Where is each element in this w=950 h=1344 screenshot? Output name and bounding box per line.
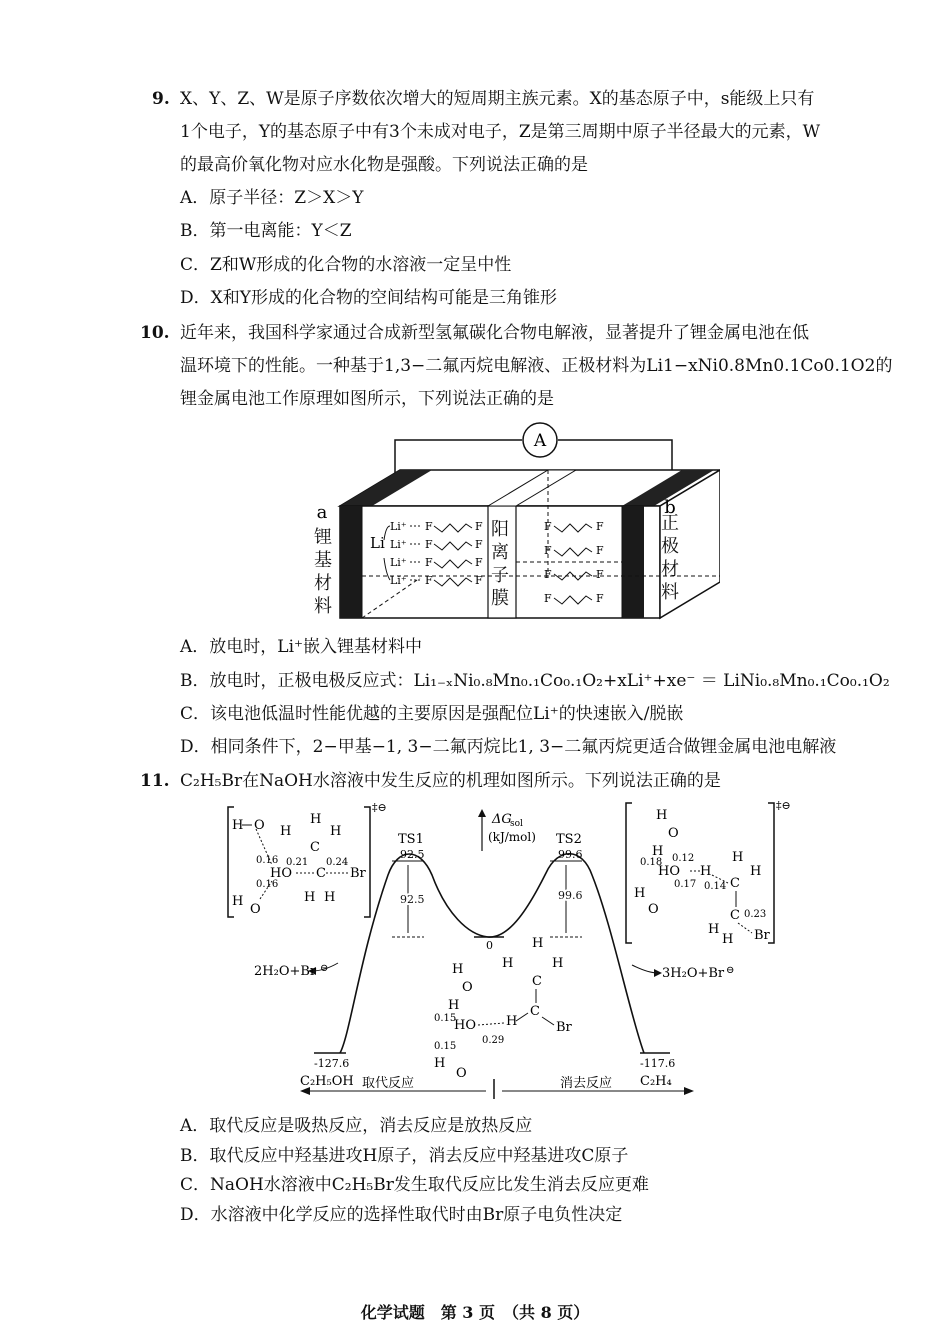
svg-text:Br: Br	[754, 928, 770, 943]
svg-text:0.23: 0.23	[744, 909, 767, 920]
energy-profile-diagram	[220, 795, 800, 1100]
q11-option-b[interactable]: B．取代反应中羟基进攻H原子，消去反应中羟基进攻C原子	[180, 1146, 629, 1166]
svg-text:F: F	[596, 544, 604, 557]
svg-text:C: C	[730, 876, 740, 891]
svg-text:O: O	[648, 902, 659, 917]
svg-text:0.18: 0.18	[640, 857, 663, 868]
svg-text:0.15: 0.15	[434, 1013, 457, 1024]
svg-text:O: O	[668, 826, 679, 841]
q11-option-a[interactable]: A．取代反应是吸热反应，消去反应是放热反应	[180, 1116, 533, 1136]
svg-text:H: H	[232, 894, 244, 909]
svg-text:O: O	[462, 980, 473, 995]
q9-stem-line-2: 1个电子，Y的基态原子中有3个未成对电子，Z是第三周期中原子半径最大的元素，W	[180, 122, 821, 142]
svg-text:Br: Br	[556, 1020, 572, 1035]
svg-text:0.16: 0.16	[256, 879, 279, 890]
svg-text:F: F	[596, 592, 604, 605]
svg-text:F: F	[425, 574, 433, 587]
svg-text:F: F	[596, 520, 604, 533]
svg-text:H: H	[232, 818, 244, 833]
svg-text:HO: HO	[454, 1018, 476, 1033]
elimination-energy: -117.6	[640, 1057, 676, 1070]
svg-text:HO: HO	[658, 864, 680, 879]
svg-text:F: F	[475, 574, 483, 587]
svg-text:O: O	[456, 1066, 467, 1081]
energy-curve	[340, 854, 644, 1053]
svg-text:O: O	[254, 818, 265, 833]
ts2-label: TS2	[556, 832, 582, 847]
q9-number: 9.	[152, 89, 170, 109]
q10-option-c[interactable]: C．该电池低温时性能优越的主要原因是强配位Li⁺的快速嵌入/脱嵌	[180, 704, 684, 724]
elimination-products: 3H₂O+Br	[662, 966, 725, 981]
svg-text:F: F	[544, 520, 552, 533]
svg-text:Li⁺: Li⁺	[390, 538, 407, 551]
svg-text:Li⁺: Li⁺	[390, 556, 407, 569]
q10-number: 10.	[140, 323, 170, 343]
q9-option-d[interactable]: D．X和Y形成的化合物的空间结构可能是三角锥形	[180, 288, 557, 308]
elimination-product-species: C₂H₄	[640, 1074, 672, 1089]
svg-text:H: H	[656, 808, 668, 823]
svg-text:H: H	[324, 890, 336, 905]
svg-text:0.21: 0.21	[286, 857, 309, 868]
svg-text:F: F	[596, 568, 604, 581]
substitution-product-species: C₂H₅OH	[300, 1074, 354, 1089]
svg-text:F: F	[544, 544, 552, 557]
q10-stem-line-1: 近年来，我国科学家通过合成新型氢氟碳化合物电解液，显著提升了锂金属电池在低	[180, 323, 809, 343]
svg-text:C: C	[310, 840, 320, 855]
svg-text:‡⊖: ‡⊖	[776, 799, 791, 812]
q11-option-c[interactable]: C．NaOH水溶液中C₂H₅Br发生取代反应比发生消去反应更难	[180, 1175, 649, 1195]
q11-option-d[interactable]: D．水溶液中化学反应的选择性取代时由Br原子电负性决定	[180, 1205, 623, 1225]
intermediate-structure	[434, 936, 573, 1081]
q9-stem-line-3: 的最高价氧化物对应水化物是强酸。下列说法正确的是	[180, 155, 588, 175]
cathode-name: 正极材料	[661, 513, 679, 603]
svg-text:C: C	[532, 974, 542, 989]
anode-label	[317, 502, 328, 523]
q10-option-d[interactable]: D．相同条件下，2−甲基−1, 3−二氟丙烷比1, 3−二氟丙烷更适合做锂金属电池电解液	[180, 737, 837, 757]
svg-text:F: F	[475, 538, 483, 551]
anode-name: 锂基材料	[314, 527, 332, 617]
svg-text:C: C	[316, 866, 326, 881]
q10-option-b[interactable]: B．放电时，正极电极反应式：Li₁₋ₓNi₀.₈Mn₀.₁Co₀.₁O₂+xLi⁺+xe⁻ ＝ LiNi₀.₈Mn₀.₁Co₀.₁O₂	[180, 671, 890, 691]
svg-text:‡⊖: ‡⊖	[372, 801, 387, 814]
svg-text:Br: Br	[350, 866, 366, 881]
svg-text:0.14: 0.14	[704, 881, 727, 892]
svg-text:H: H	[304, 890, 316, 905]
substitution-energy: -127.6	[314, 1057, 350, 1070]
svg-text:H: H	[452, 962, 464, 977]
page-footer: 化学试题 第 3 页 （共 8 页）	[360, 1303, 590, 1322]
svg-text:H: H	[708, 922, 720, 937]
ts1-structure	[232, 812, 367, 917]
svg-text:C: C	[730, 908, 740, 923]
svg-text:F: F	[425, 538, 433, 551]
ammeter-label: A	[533, 431, 547, 451]
svg-text:H: H	[506, 1014, 518, 1029]
ts2-structure	[634, 808, 771, 947]
svg-text:F: F	[475, 520, 483, 533]
svg-text:H: H	[280, 824, 292, 839]
svg-text:HO: HO	[270, 866, 292, 881]
svg-text:H: H	[732, 850, 744, 865]
svg-text:H: H	[552, 956, 564, 971]
ts1-barrier: 92.5	[400, 893, 425, 906]
svg-text:O: O	[250, 902, 261, 917]
svg-text:⊖: ⊖	[726, 965, 735, 976]
ts2-barrier: 99.6	[558, 889, 583, 902]
svg-text:H: H	[310, 812, 322, 827]
q10-option-a[interactable]: A．放电时，Li⁺嵌入锂基材料中	[180, 637, 422, 657]
ts1-label: TS1	[398, 832, 424, 847]
svg-text:⊖: ⊖	[320, 963, 329, 974]
svg-text:0.15: 0.15	[434, 1041, 457, 1052]
svg-text:F: F	[425, 556, 433, 569]
svg-text:H: H	[750, 864, 762, 879]
energy-axis-label: ΔG	[492, 812, 512, 827]
svg-text:F: F	[425, 520, 433, 533]
svg-text:F: F	[475, 556, 483, 569]
q10-stem-line-2	[180, 355, 892, 377]
svg-text:H: H	[700, 864, 712, 879]
svg-text:H: H	[330, 824, 342, 839]
q10-cathode-formula: Li1−xNi0.8Mn0.1Co0.1O2	[646, 356, 876, 376]
svg-text:H: H	[448, 998, 460, 1013]
energy-axis-unit: (kJ/mol)	[488, 830, 536, 844]
svg-text:0.29: 0.29	[482, 1035, 505, 1046]
q9-option-b[interactable]: B．第一电离能：Y＜Z	[180, 221, 352, 241]
svg-text:Li⁺: Li⁺	[390, 520, 407, 533]
svg-text:H: H	[634, 886, 646, 901]
svg-text:H: H	[532, 936, 544, 951]
svg-text:sol: sol	[510, 819, 523, 829]
svg-text:Li⁺: Li⁺	[390, 574, 407, 587]
svg-text:C: C	[530, 1004, 540, 1019]
q11-number: 11.	[140, 771, 170, 791]
q9-option-c[interactable]: C．Z和W形成的化合物的水溶液一定呈中性	[180, 255, 512, 275]
svg-text:F: F	[544, 592, 552, 605]
membrane-name: 阳离子膜	[491, 519, 509, 609]
q9-stem-line-1: X、Y、Z、W是原子序数依次增大的短周期主族元素。X的基态原子中，s能级上只有	[180, 89, 815, 109]
svg-text:0.17: 0.17	[674, 879, 697, 890]
q10-stem-line-2-text: 温环境下的性能。一种基于1,3−二氟丙烷电解液、正极材料为	[180, 356, 647, 376]
intermediate-energy: 0	[486, 939, 493, 952]
ts1-energy: 92.5	[400, 848, 425, 861]
svg-text:F: F	[544, 568, 552, 581]
svg-text:0.24: 0.24	[326, 857, 349, 868]
elimination-path-label: 消去反应	[560, 1076, 613, 1091]
q9-option-a[interactable]: A．原子半径：Z＞X＞Y	[180, 188, 364, 208]
q10-stem-line-2-end: 的	[875, 356, 893, 376]
svg-text:H: H	[434, 1056, 446, 1071]
svg-text:a: a	[316, 502, 328, 523]
substitution-products: 2H₂O+Br	[254, 964, 317, 979]
svg-text:0.16: 0.16	[256, 855, 279, 866]
ts2-energy: 99.6	[558, 848, 583, 861]
svg-text:Li: Li	[370, 534, 385, 552]
q11-stem: C₂H₅Br在NaOH水溶液中发生反应的机理如图所示。下列说法正确的是	[180, 771, 721, 791]
q10-stem-line-3: 锂金属电池工作原理如图所示，下列说法正确的是	[180, 389, 554, 409]
svg-text:H: H	[652, 844, 664, 859]
svg-text:0.12: 0.12	[672, 853, 695, 864]
substitution-path-label: 取代反应	[362, 1076, 415, 1091]
svg-text:H: H	[502, 956, 514, 971]
svg-text:H: H	[722, 932, 734, 947]
svg-text:b: b	[664, 497, 676, 518]
